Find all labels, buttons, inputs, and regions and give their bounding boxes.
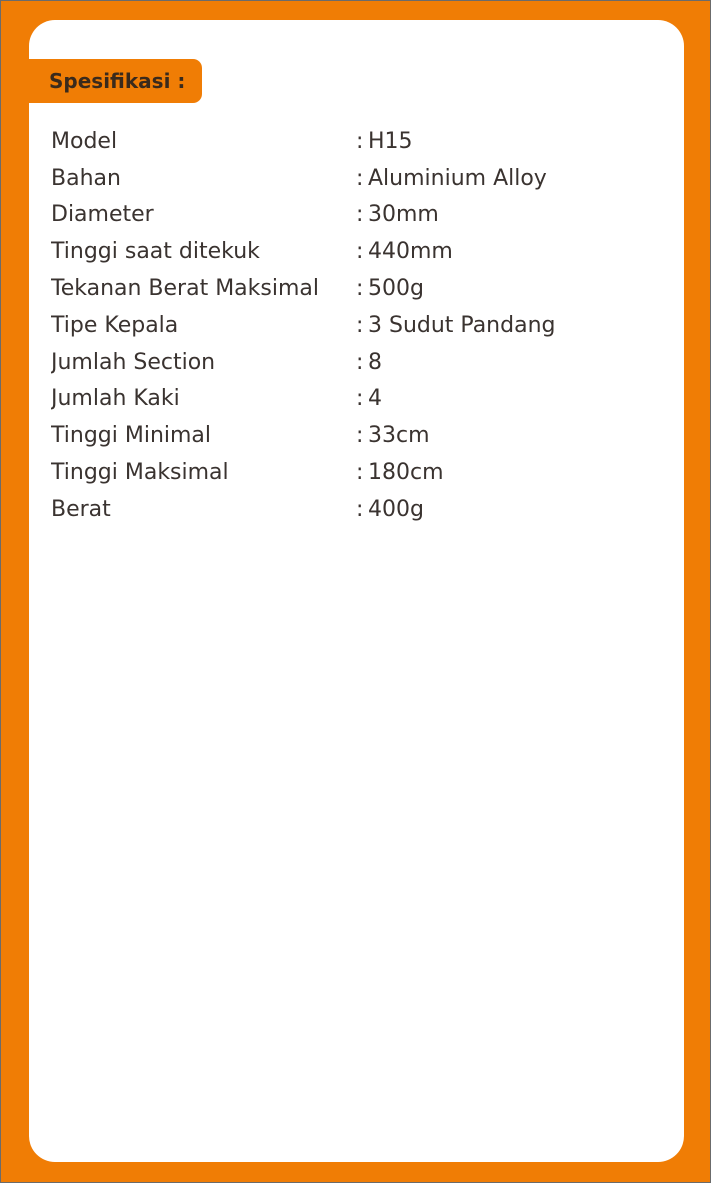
spec-separator: : bbox=[356, 386, 364, 412]
spec-card bbox=[29, 20, 684, 1162]
spec-value: 4 bbox=[368, 386, 382, 412]
spec-label: Berat bbox=[51, 496, 111, 522]
spec-label: Tinggi saat ditekuk bbox=[51, 239, 260, 265]
spec-separator: : bbox=[356, 202, 364, 228]
spec-row-model bbox=[51, 123, 671, 160]
spec-label: Tipe Kepala bbox=[51, 312, 179, 338]
spec-value: 3 Sudut Pandang bbox=[368, 312, 556, 338]
spec-separator: : bbox=[356, 165, 364, 191]
spec-list bbox=[51, 123, 671, 528]
spec-row-jumlah-section bbox=[51, 344, 671, 381]
spec-separator: : bbox=[356, 460, 364, 486]
spec-row-tinggi-maksimal bbox=[51, 454, 671, 491]
spec-label: Tinggi Minimal bbox=[51, 423, 212, 449]
spec-separator: : bbox=[356, 312, 364, 338]
spec-value: 180cm bbox=[368, 460, 444, 486]
spec-row-berat bbox=[51, 491, 671, 528]
spec-separator: : bbox=[356, 128, 364, 154]
spec-label: Jumlah Kaki bbox=[51, 386, 180, 412]
spec-label: Model bbox=[51, 128, 118, 154]
spec-row-tinggi-minimal bbox=[51, 417, 671, 454]
spec-value: 440mm bbox=[368, 239, 453, 265]
spec-value: Aluminium Alloy bbox=[368, 165, 547, 191]
section-title-badge: Spesifikasi : bbox=[29, 59, 202, 103]
spec-row-tinggi-ditekuk bbox=[51, 233, 671, 270]
spec-row-diameter bbox=[51, 197, 671, 234]
spec-label: Diameter bbox=[51, 202, 154, 228]
spec-label: Tekanan Berat Maksimal bbox=[51, 276, 320, 302]
spec-value: 500g bbox=[368, 276, 424, 302]
spec-row-jumlah-kaki bbox=[51, 381, 671, 418]
spec-value: 400g bbox=[368, 496, 424, 522]
spec-row-bahan bbox=[51, 160, 671, 197]
spec-separator: : bbox=[356, 349, 364, 375]
spec-value: 33cm bbox=[368, 423, 430, 449]
spec-value: 30mm bbox=[368, 202, 439, 228]
spec-value: 8 bbox=[368, 349, 382, 375]
spec-separator: : bbox=[356, 239, 364, 265]
spec-label: Bahan bbox=[51, 165, 121, 191]
spec-separator: : bbox=[356, 496, 364, 522]
spec-label: Jumlah Section bbox=[51, 349, 216, 375]
spec-row-tipe-kepala bbox=[51, 307, 671, 344]
spec-row-tekanan-berat bbox=[51, 270, 671, 307]
spec-label: Tinggi Maksimal bbox=[51, 460, 229, 486]
spec-separator: : bbox=[356, 423, 364, 449]
spec-value: H15 bbox=[368, 128, 413, 154]
spec-separator: : bbox=[356, 276, 364, 302]
